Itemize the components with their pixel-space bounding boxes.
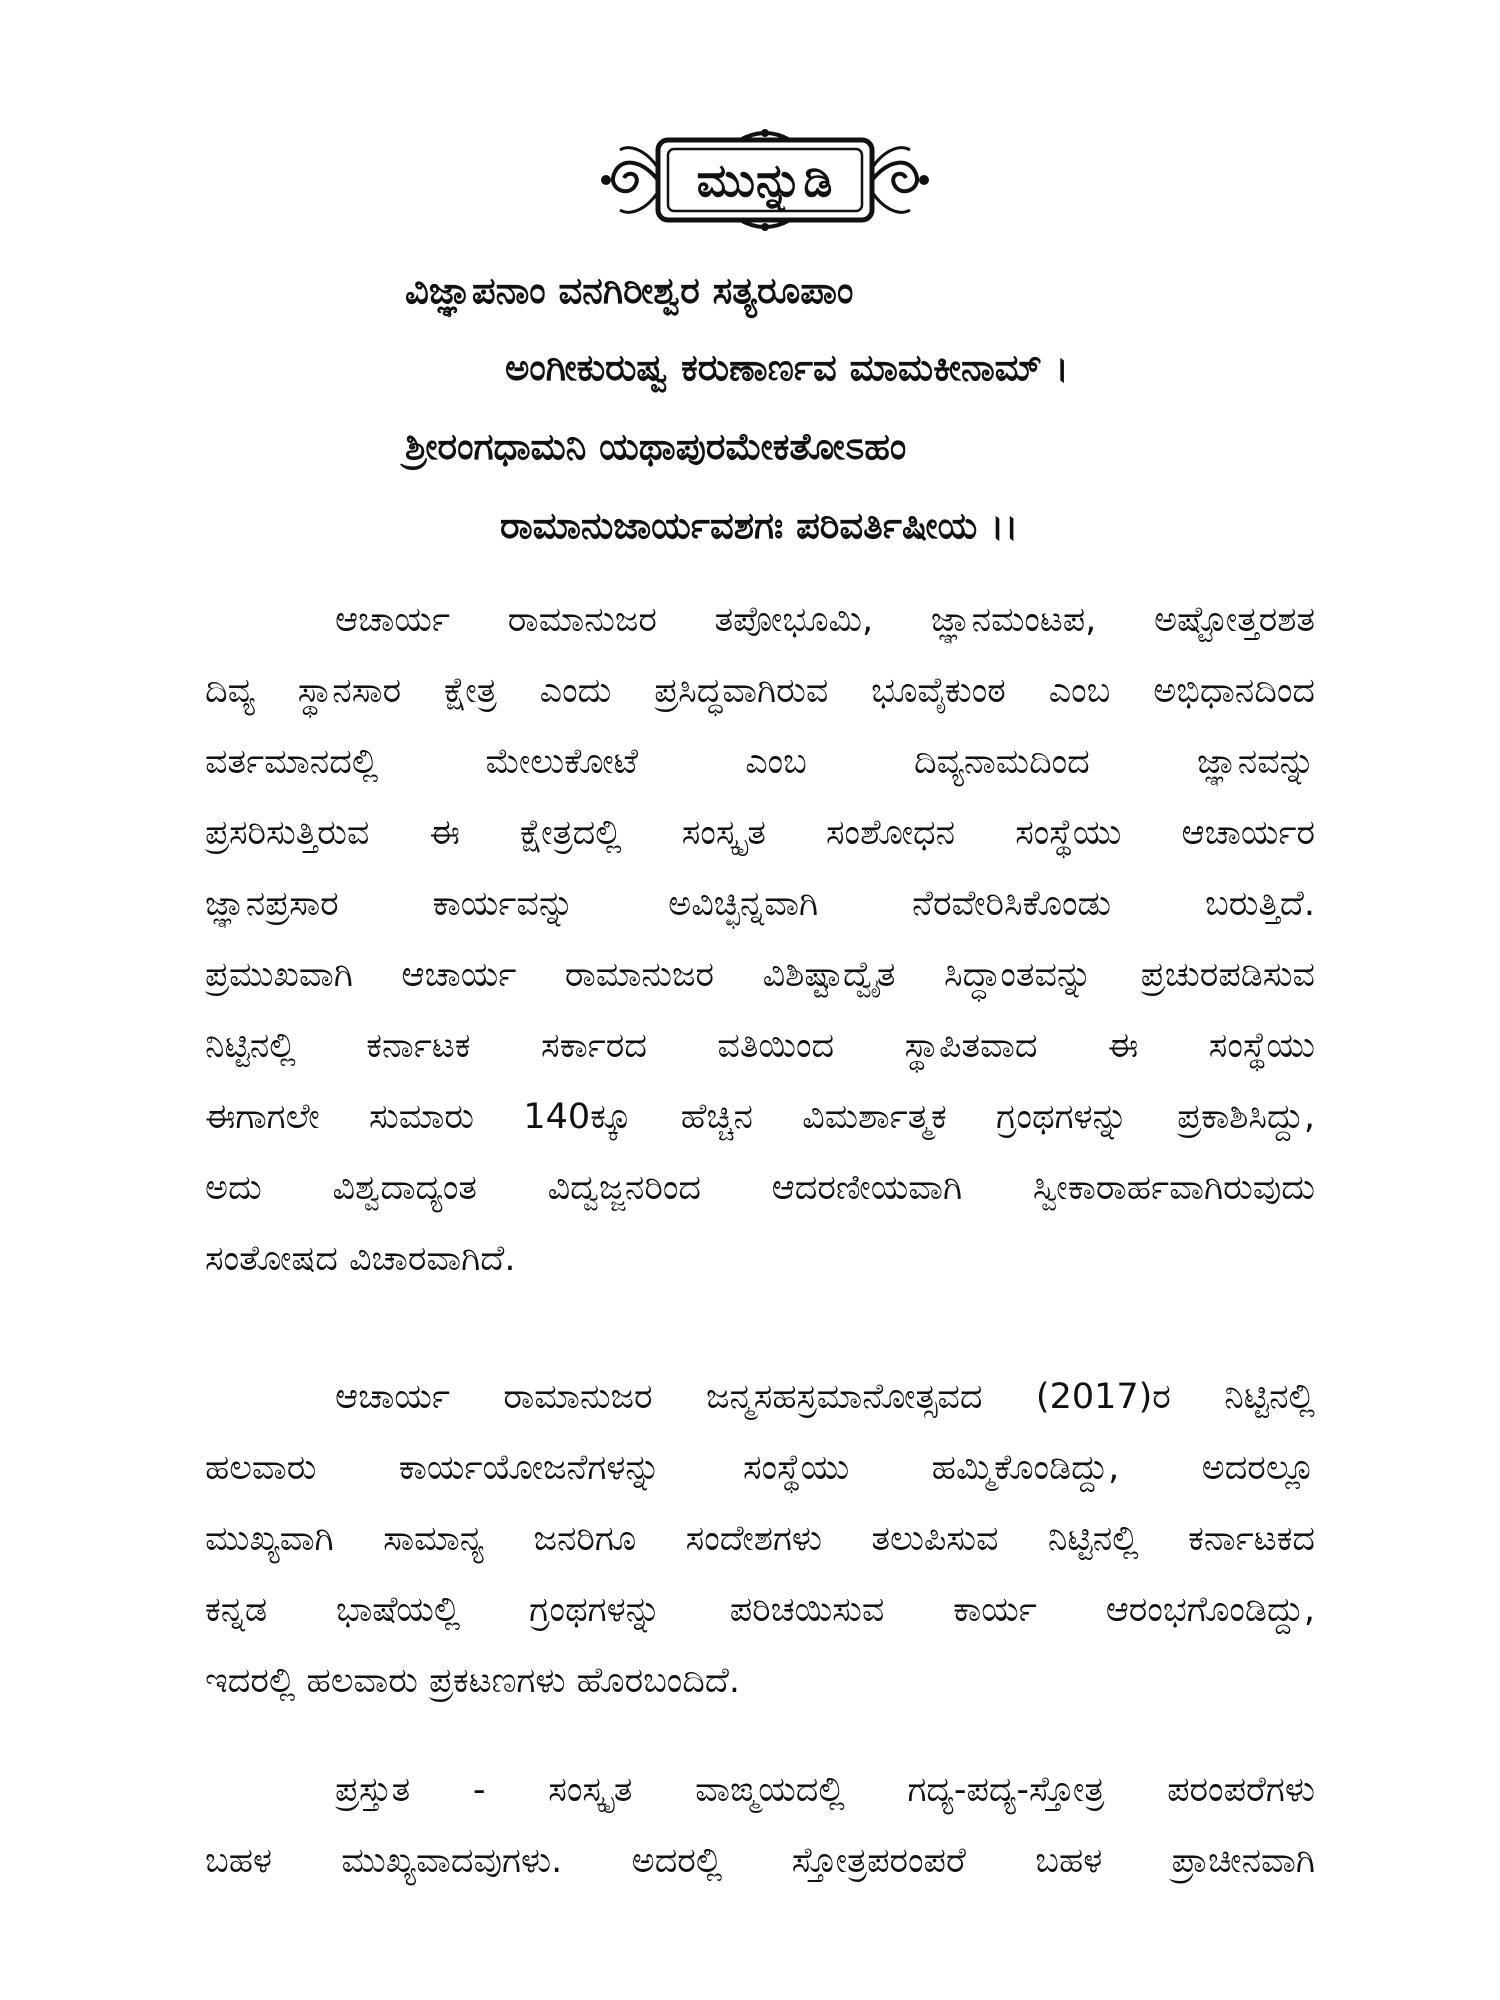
paragraph-line: ದಿವ್ಯ ಸ್ಥಾನಸಾರ ಕ್ಷೇತ್ರ ಎಂದು ಪ್ರಸಿದ್ಧವಾಗಿರುವ ಭೂವೈಕುಂಠ ಎಂಬ ಅಭಿಧಾನದಿಂದ [205, 671, 1315, 711]
paragraph-line: ಜ್ಞಾನಪ್ರಸಾರ ಕಾರ್ಯವನ್ನು ಅವಿಚ್ಛಿನ್ನವಾಗಿ ನೆರವೇರಿಸಿಕೊಂಡು ಬರುತ್ತಿದೆ. [205, 884, 1315, 924]
paragraph-line: ಬಹಳ ಮುಖ್ಯವಾದವುಗಳು. ಅದರಲ್ಲಿ ಸ್ತೋತ್ರಪರಂಪರೆ ಬಹಳ ಪ್ರಾಚೀನವಾಗಿ [205, 1841, 1315, 1881]
paragraph-line: ಪ್ರಸರಿಸುತ್ತಿರುವ ಈ ಕ್ಷೇತ್ರದಲ್ಲಿ ಸಂಸ್ಕೃತ ಸಂಶೋಧನ ಸಂಸ್ಥೆಯು ಆಚಾರ್ಯರ [205, 813, 1315, 853]
paragraph-line: ಅದು ವಿಶ್ವದಾದ್ಯಂತ ವಿದ್ವಜ್ಜನರಿಂದ ಆದರಣೀಯವಾಗಿ ಸ್ವೀಕಾರಾರ್ಹವಾಗಿರುವುದು [205, 1168, 1315, 1208]
paragraph-line: ಕನ್ನಡ ಭಾಷೆಯಲ್ಲಿ ಗ್ರಂಥಗಳನ್ನು ಪರಿಚಯಿಸುವ ಕಾರ್ಯ ಆರಂಭಗೊಂಡಿದ್ದು, [205, 1590, 1315, 1630]
paragraph-line: ಈಗಾಗಲೇ ಸುಮಾರು 140ಕ್ಕೂ ಹೆಚ್ಚಿನ ವಿಮರ್ಶಾತ್ಮಕ ಗ್ರಂಥಗಳನ್ನು ಪ್ರಕಾಶಿಸಿದ್ದು, [205, 1097, 1315, 1137]
verse-line-4: ರಾಮಾನುಜಾರ್ಯವಶಗಃ ಪರಿವರ್ತಿಷೀಯ ।। [500, 504, 1019, 547]
verse-line-3: ಶ್ರೀರಂಗಧಾಮನಿ ಯಥಾಪುರಮೇಕತೋಽಹಂ [405, 425, 907, 468]
paragraph-line: ಮುಖ್ಯವಾಗಿ ಸಾಮಾನ್ಯ ಜನರಿಗೂ ಸಂದೇಶಗಳು ತಲುಪಿಸುವ ನಿಟ್ಟಿನಲ್ಲಿ ಕರ್ನಾಟಕದ [205, 1519, 1315, 1559]
paragraph-line: ಆಚಾರ್ಯ ರಾಮಾನುಜರ ಜನ್ಮಸಹಸ್ರಮಾನೋತ್ಸವದ (2017)ರ ನಿಟ್ಟಿನಲ್ಲಿ [335, 1377, 1315, 1417]
page-title: ಮುನ್ನುಡಿ [696, 153, 834, 207]
paragraph-line: ಇದರಲ್ಲಿ ಹಲವಾರು ಪ್ರಕಟಣಗಳು ಹೊರಬಂದಿದೆ. [205, 1661, 741, 1701]
verse-line-2: ಅಂಗೀಕುರುಷ್ವ ಕರುಣಾರ್ಣವ ಮಾಮಕೀನಾಮ್ । [505, 346, 1069, 389]
paragraph-line: ಪ್ರಸ್ತುತ - ಸಂಸ್ಕೃತ ವಾಙ್ಮಯದಲ್ಲಿ ಗದ್ಯ-ಪದ್ಯ-ಸ್ತೋತ್ರ ಪರಂಪರೆಗಳು [335, 1770, 1315, 1810]
paragraph-1 [205, 585, 1315, 1295]
paragraph-line: ಪ್ರಮುಖವಾಗಿ ಆಚಾರ್ಯ ರಾಮಾನುಜರ ವಿಶಿಷ್ಟಾದ್ವೈತ ಸಿದ್ಧಾಂತವನ್ನು ಪ್ರಚುರಪಡಿಸುವ [205, 955, 1315, 995]
paragraph-line: ಸಂತೋಷದ ವಿಚಾರವಾಗಿದೆ. [205, 1239, 516, 1279]
paragraph-line: ನಿಟ್ಟಿನಲ್ಲಿ ಕರ್ನಾಟಕ ಸರ್ಕಾರದ ವತಿಯಿಂದ ಸ್ಥಾಪಿತವಾದ ಈ ಸಂಸ್ಥೆಯು [205, 1026, 1315, 1066]
paragraph-line: ಹಲವಾರು ಕಾರ್ಯಯೋಜನೆಗಳನ್ನು ಸಂಸ್ಥೆಯು ಹಮ್ಮಿಕೊಂಡಿದ್ದು, ಅದರಲ್ಲೂ [205, 1448, 1315, 1488]
title-frame [600, 128, 930, 232]
paragraph-line: ಆಚಾರ್ಯ ರಾಮಾನುಜರ ತಪೋಭೂಮಿ, ಜ್ಞಾನಮಂಟಪ, ಅಷ್ಟೋತ್ತರಶತ [335, 600, 1315, 640]
paragraph-line: ವರ್ತಮಾನದಲ್ಲಿ ಮೇಲುಕೋಟೆ ಎಂಬ ದಿವ್ಯನಾಮದಿಂದ ಜ್ಞಾನವನ್ನು [205, 742, 1315, 782]
verse-line-1: ವಿಜ್ಞಾಪನಾಂ ವನಗಿರೀಶ್ವರ ಸತ್ಯರೂಪಾಂ [405, 269, 854, 312]
paragraph-2 [205, 1362, 1315, 1717]
paragraph-3 [205, 1755, 1315, 1897]
